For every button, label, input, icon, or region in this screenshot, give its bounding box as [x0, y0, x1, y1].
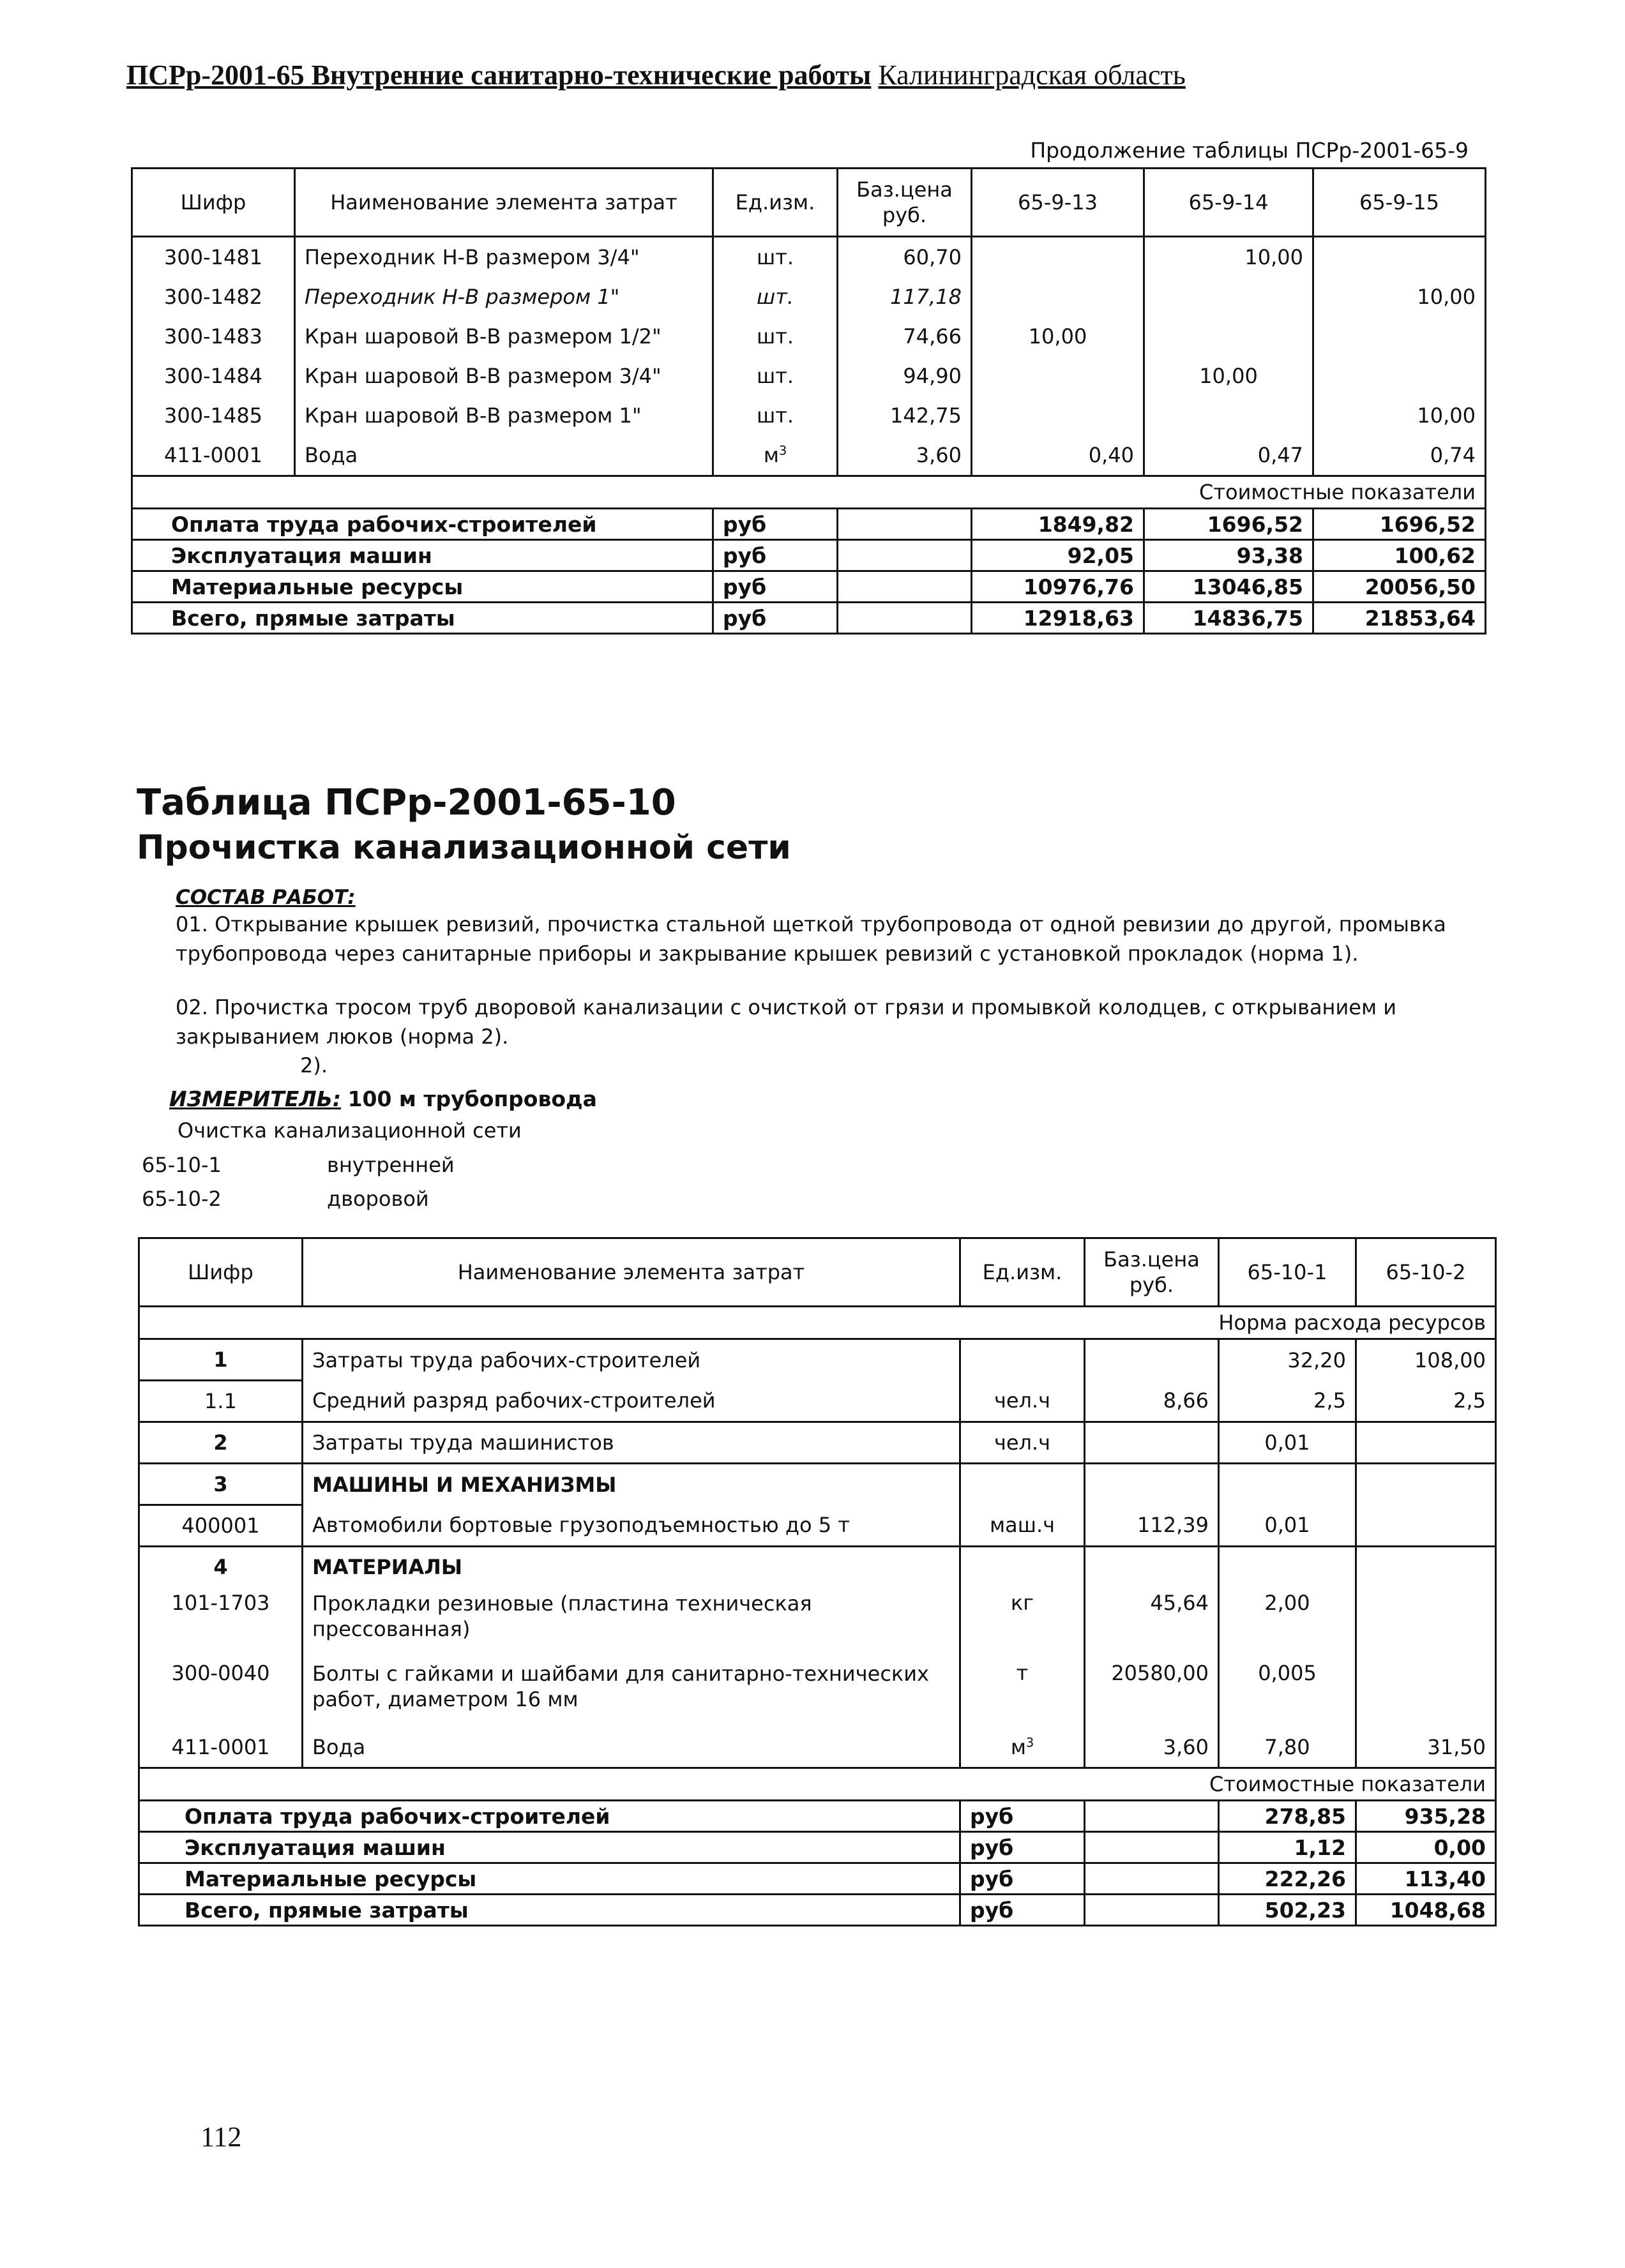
col-header-65-9-15: 65-9-15 — [1313, 169, 1486, 237]
cost-value: 10976,76 — [972, 571, 1144, 603]
cost-unit: руб — [713, 603, 838, 634]
cell-price: 74,66 — [838, 317, 972, 356]
code-item-name: дворовой — [327, 1187, 429, 1211]
col-header-unit: Ед.изм. — [960, 1238, 1085, 1307]
cost-label: Оплата труда рабочих-строителей — [132, 509, 713, 540]
cell-code: 101-1703 — [139, 1587, 303, 1657]
cell-unit: маш.ч — [960, 1505, 1085, 1547]
table-row — [132, 317, 1486, 356]
cell-value: 31,50 — [1356, 1727, 1496, 1768]
cell-unit: кг — [960, 1587, 1085, 1657]
cell-price: 142,75 — [838, 396, 972, 435]
cost-unit: руб — [960, 1801, 1085, 1832]
cell-code: 3 — [139, 1464, 303, 1505]
cell-value — [1313, 356, 1486, 396]
cell-value: 2,5 — [1219, 1381, 1356, 1422]
cell-value: 108,00 — [1356, 1339, 1496, 1381]
code-item: 65-10-2 — [142, 1187, 222, 1211]
table-row — [139, 1381, 1496, 1422]
cell-unit: шт. — [713, 396, 838, 435]
cost-unit: руб — [713, 509, 838, 540]
cell-price — [1085, 1339, 1219, 1381]
cell-price: 3,60 — [1085, 1727, 1219, 1768]
table-header-row — [132, 169, 1486, 237]
cell-code: 400001 — [139, 1505, 303, 1547]
cost-value: 14836,75 — [1144, 603, 1313, 634]
cell-value — [1356, 1505, 1496, 1547]
cell-name: Средний разряд рабочих-строителей — [303, 1381, 960, 1422]
cell-code: 300-1482 — [132, 277, 295, 317]
cost-value: 21853,64 — [1313, 603, 1486, 634]
table-row — [132, 277, 1486, 317]
cell-value — [1356, 1657, 1496, 1727]
cell-price — [1085, 1422, 1219, 1464]
col-header-price: Баз.цена руб. — [1085, 1238, 1219, 1307]
cell-code: 300-1483 — [132, 317, 295, 356]
cell-value — [972, 277, 1144, 317]
cell-name: Автомобили бортовые грузоподъемностью до 5 т — [303, 1505, 960, 1547]
cell-value: 0,40 — [972, 435, 1144, 476]
measure-label: ИЗМЕРИТЕЛЬ: — [169, 1086, 342, 1111]
cell-price: 117,18 — [838, 277, 972, 317]
measure-value: 100 м трубопровода — [347, 1086, 597, 1111]
cell-price: 3,60 — [838, 435, 972, 476]
cell-unit — [960, 1339, 1085, 1381]
code-item-name: внутренней — [327, 1153, 455, 1177]
table-continuation-label: Продолжение таблицы ПСРр-2001-65-9 — [1030, 138, 1469, 163]
cell-value — [1313, 317, 1486, 356]
cell-unit: чел.ч — [960, 1381, 1085, 1422]
work-step-2: 02. Прочистка тросом труб дворовой канализации с очисткой от грязи и промывкой колодцев, с открыванием и закрыванием люков (норма 2). — [176, 995, 1397, 1049]
cell-name: Кран шаровой В-В размером 3/4" — [295, 356, 713, 396]
cell-unit — [960, 1547, 1085, 1588]
cell-name: Прокладки резиновые (пластина техническая прессованная) — [303, 1587, 960, 1657]
cell-price: 20580,00 — [1085, 1657, 1219, 1727]
work-composition-label: СОСТАВ РАБОТ: — [176, 886, 356, 909]
cost-label: Материальные ресурсы — [132, 571, 713, 603]
cell-name: Переходник Н-В размером 1" — [295, 277, 713, 317]
col-header-code: Шифр — [132, 169, 295, 237]
cell-unit: чел.ч — [960, 1422, 1085, 1464]
cell-value — [1356, 1587, 1496, 1657]
table-row — [139, 1422, 1496, 1464]
cell-value — [1144, 277, 1313, 317]
table-65-10 — [138, 1237, 1497, 1926]
cleaning-caption: Очистка канализационной сети — [178, 1118, 522, 1143]
cell-name: Затраты труда машинистов — [303, 1422, 960, 1464]
col-header-65-10-2: 65-10-2 — [1356, 1238, 1496, 1307]
cell-unit: т — [960, 1657, 1085, 1727]
norm-section-label: Норма расхода ресурсов — [139, 1307, 1496, 1339]
col-header-name: Наименование элемента затрат — [295, 169, 713, 237]
cost-value: 502,23 — [1219, 1895, 1356, 1926]
cost-section-row — [139, 1768, 1496, 1801]
header-title: ПСРр-2001-65 Внутренние санитарно-технические работы — [126, 59, 872, 91]
cell-name: Вода — [295, 435, 713, 476]
cost-value: 12918,63 — [972, 603, 1144, 634]
cost-value: 13046,85 — [1144, 571, 1313, 603]
cost-section-label: Стоимостные показатели — [139, 1768, 1496, 1801]
cost-label: Эксплуатация машин — [139, 1832, 960, 1863]
cell-value: 0,005 — [1219, 1657, 1356, 1727]
cell-name: Вода — [303, 1727, 960, 1768]
cell-value: 0,01 — [1219, 1422, 1356, 1464]
cell-value: 2,00 — [1219, 1587, 1356, 1657]
cell-name: Кран шаровой В-В размером 1/2" — [295, 317, 713, 356]
cost-section-label: Стоимостные показатели — [132, 476, 1486, 509]
cost-unit: руб — [713, 540, 838, 571]
cell-value — [1144, 317, 1313, 356]
table-row — [132, 356, 1486, 396]
table-row — [139, 1587, 1496, 1657]
cell-unit: шт. — [713, 237, 838, 278]
cell-unit — [960, 1464, 1085, 1505]
col-header-unit: Ед.изм. — [713, 169, 838, 237]
cell-code: 1 — [139, 1339, 303, 1381]
cost-label: Всего, прямые затраты — [139, 1895, 960, 1926]
cell-code: 300-1481 — [132, 237, 295, 278]
cell-value: 10,00 — [1313, 396, 1486, 435]
cell-name: Болты с гайками и шайбами для санитарно-технических работ, диаметром 16 мм — [303, 1657, 960, 1727]
cost-value: 222,26 — [1219, 1863, 1356, 1895]
cost-row — [139, 1895, 1496, 1926]
table-row — [139, 1657, 1496, 1727]
cost-row — [139, 1801, 1496, 1832]
cell-value — [1219, 1547, 1356, 1588]
cell-name: Переходник Н-В размером 3/4" — [295, 237, 713, 278]
table-65-9-continued — [131, 167, 1486, 635]
code-item: 65-10-1 — [142, 1153, 222, 1177]
measure — [169, 1086, 597, 1111]
cell-value: 10,00 — [1144, 237, 1313, 278]
cost-value: 93,38 — [1144, 540, 1313, 571]
cell-unit: $м^3$ — [713, 435, 838, 476]
cell-price: 112,39 — [1085, 1505, 1219, 1547]
cost-value: 113,40 — [1356, 1863, 1496, 1895]
cost-label: Эксплуатация машин — [132, 540, 713, 571]
section-subtitle: Прочистка канализационной сети — [137, 829, 791, 867]
cost-row — [132, 603, 1486, 634]
cell-value — [972, 396, 1144, 435]
table-row — [139, 1339, 1496, 1381]
cell-value — [1356, 1422, 1496, 1464]
cell-value: 32,20 — [1219, 1339, 1356, 1381]
cost-unit: руб — [960, 1832, 1085, 1863]
cost-row — [132, 509, 1486, 540]
cost-label: Материальные ресурсы — [139, 1863, 960, 1895]
cell-value — [1219, 1464, 1356, 1505]
cost-value: 0,00 — [1356, 1832, 1496, 1863]
cell-price: 60,70 — [838, 237, 972, 278]
cell-price: 45,64 — [1085, 1587, 1219, 1657]
cost-row — [139, 1863, 1496, 1895]
cell-price: 8,66 — [1085, 1381, 1219, 1422]
cell-code: 411-0001 — [132, 435, 295, 476]
table-row — [132, 435, 1486, 476]
section-title: Таблица ПСРр-2001-65-10 — [137, 782, 676, 823]
table-row — [139, 1505, 1496, 1547]
cell-unit: шт. — [713, 317, 838, 356]
cell-unit: $м^3$ — [960, 1727, 1085, 1768]
table-row — [132, 396, 1486, 435]
cell-code: 411-0001 — [139, 1727, 303, 1768]
table-row — [139, 1727, 1496, 1768]
cell-value — [972, 356, 1144, 396]
cost-value: 1696,52 — [1313, 509, 1486, 540]
work-step-fragment: 2). — [300, 1053, 328, 1078]
col-header-name: Наименование элемента затрат — [303, 1238, 960, 1307]
cost-value: 20056,50 — [1313, 571, 1486, 603]
header-region: Калининградская область — [878, 59, 1186, 91]
table-row — [139, 1547, 1496, 1588]
cell-value — [972, 237, 1144, 278]
cell-value — [1144, 396, 1313, 435]
cell-value: 0,01 — [1219, 1505, 1356, 1547]
cost-value: 1849,82 — [972, 509, 1144, 540]
cost-unit: руб — [960, 1863, 1085, 1895]
cell-value: 10,00 — [1313, 277, 1486, 317]
cell-name: МАШИНЫ И МЕХАНИЗМЫ — [303, 1464, 960, 1505]
cell-price — [1085, 1547, 1219, 1588]
cost-label: Оплата труда рабочих-строителей — [139, 1801, 960, 1832]
table-row — [132, 237, 1486, 278]
cell-value: 10,00 — [1144, 356, 1313, 396]
table-row — [139, 1464, 1496, 1505]
cell-value — [1356, 1547, 1496, 1588]
col-header-65-10-1: 65-10-1 — [1219, 1238, 1356, 1307]
cost-value: 935,28 — [1356, 1801, 1496, 1832]
cost-value: 1696,52 — [1144, 509, 1313, 540]
table-header-row — [139, 1238, 1496, 1307]
cell-unit: шт. — [713, 277, 838, 317]
cell-code: 4 — [139, 1547, 303, 1588]
cell-code: 300-0040 — [139, 1657, 303, 1727]
work-step-1: 01. Открывание крышек ревизий, прочистка стальной щеткой трубопровода от одной ревизии до другой, промывка трубопровода через санитарные приборы и закрывание крышек ревизий с установкой прокладок (норма 1). — [176, 912, 1446, 966]
cell-value — [1313, 237, 1486, 278]
cell-name: МАТЕРИАЛЫ — [303, 1547, 960, 1588]
col-header-65-9-14: 65-9-14 — [1144, 169, 1313, 237]
cell-code: 300-1484 — [132, 356, 295, 396]
cell-value: 10,00 — [972, 317, 1144, 356]
cell-price: 94,90 — [838, 356, 972, 396]
cost-unit: руб — [960, 1895, 1085, 1926]
cost-label: Всего, прямые затраты — [132, 603, 713, 634]
cost-row — [132, 540, 1486, 571]
norm-section-row — [139, 1307, 1496, 1339]
col-header-code: Шифр — [139, 1238, 303, 1307]
cost-section-row — [132, 476, 1486, 509]
cell-code: 300-1485 — [132, 396, 295, 435]
cost-row — [139, 1832, 1496, 1863]
cost-unit: руб — [713, 571, 838, 603]
cost-value: 100,62 — [1313, 540, 1486, 571]
page-header — [126, 59, 1186, 91]
cell-value: 2,5 — [1356, 1381, 1496, 1422]
cell-name: Затраты труда рабочих-строителей — [303, 1339, 960, 1381]
cell-price — [1085, 1464, 1219, 1505]
cost-value: 92,05 — [972, 540, 1144, 571]
cell-name: Кран шаровой В-В размером 1" — [295, 396, 713, 435]
cell-code: 2 — [139, 1422, 303, 1464]
cell-value: 0,47 — [1144, 435, 1313, 476]
cell-value: 0,74 — [1313, 435, 1486, 476]
cost-value: 1,12 — [1219, 1832, 1356, 1863]
cell-code: 1.1 — [139, 1381, 303, 1422]
cell-value — [1356, 1464, 1496, 1505]
col-header-price: Баз.цена руб. — [838, 169, 972, 237]
col-header-65-9-13: 65-9-13 — [972, 169, 1144, 237]
cell-unit: шт. — [713, 356, 838, 396]
page-number: 112 — [200, 2121, 242, 2152]
cell-value: 7,80 — [1219, 1727, 1356, 1768]
cost-value: 1048,68 — [1356, 1895, 1496, 1926]
cost-row — [132, 571, 1486, 603]
cost-value: 278,85 — [1219, 1801, 1356, 1832]
